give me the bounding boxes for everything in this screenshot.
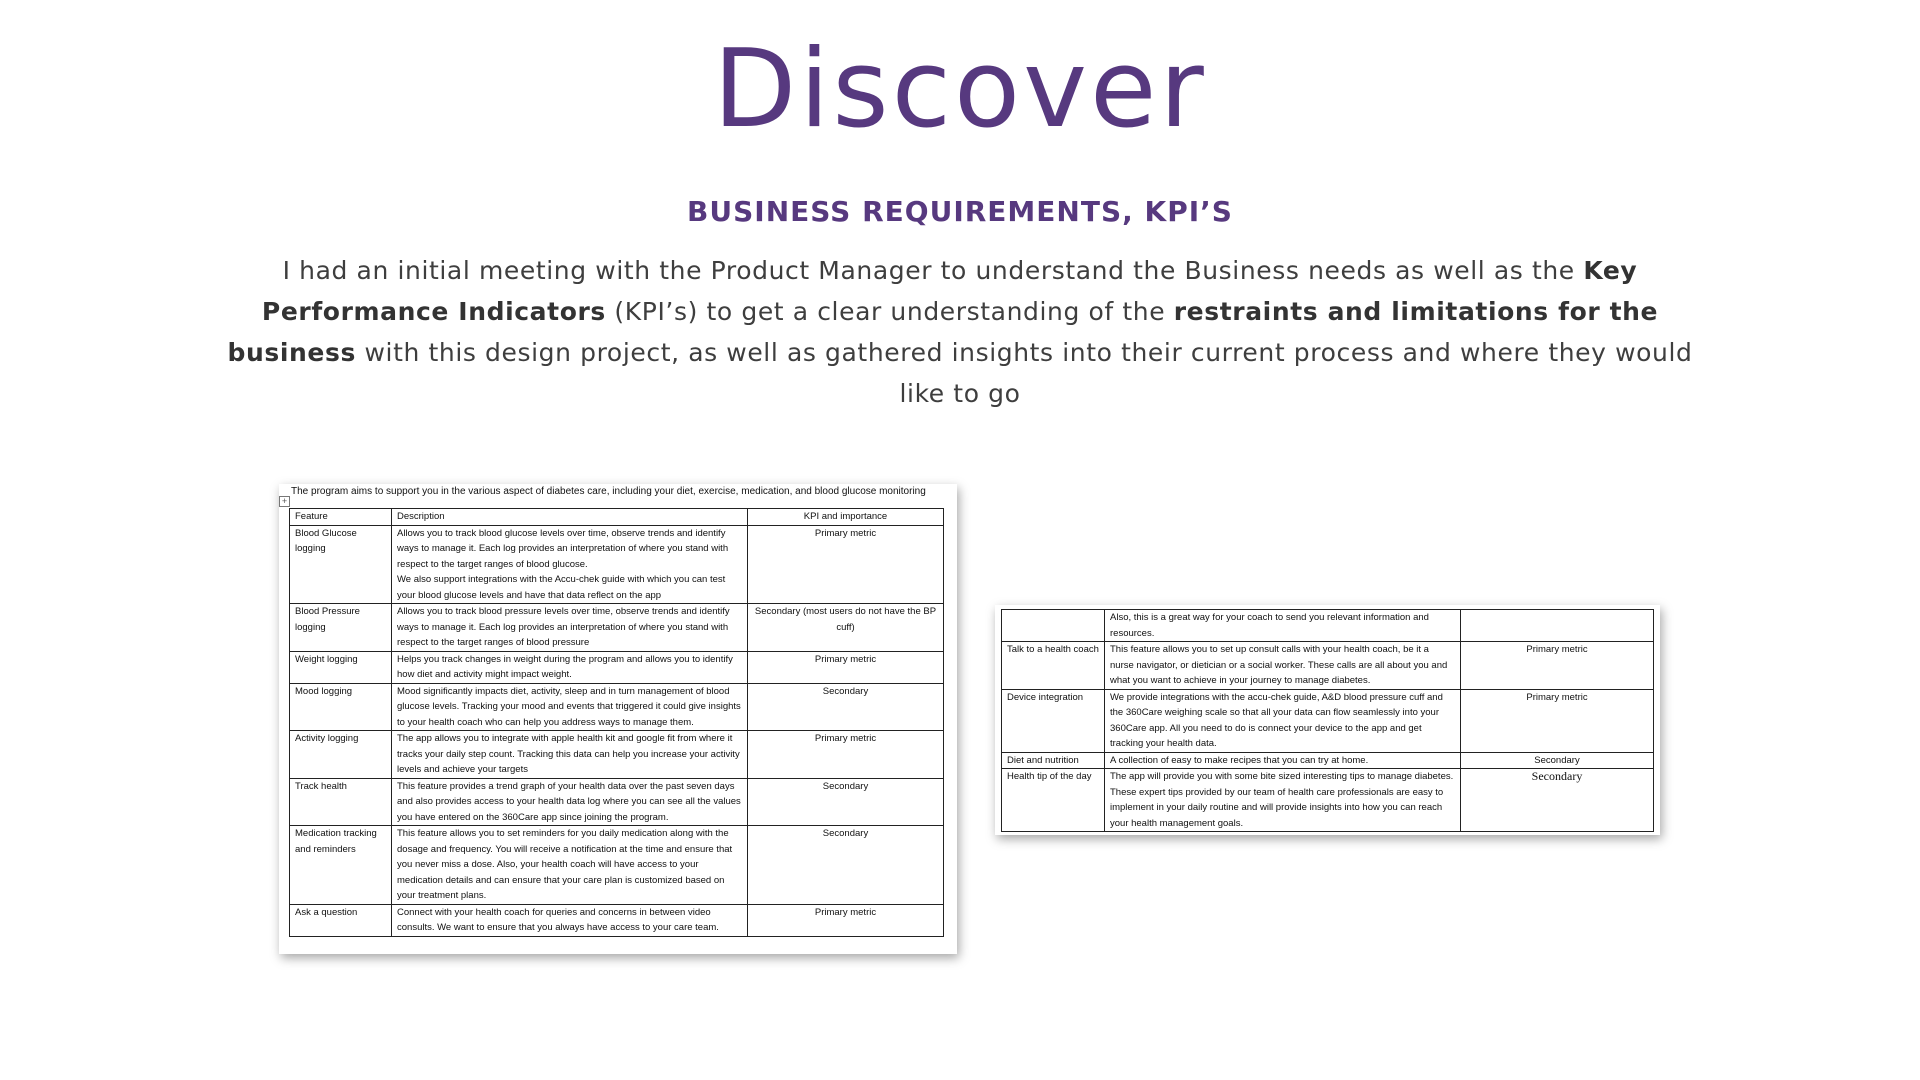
table-row bbox=[290, 525, 944, 604]
description-text-extra: We also support integrations with the Accu-chek guide with which you can test your blood glucose levels and have that data reflect on the app bbox=[397, 574, 726, 601]
kpi-cell: Primary metric bbox=[748, 904, 944, 936]
kpi-cell: Secondary bbox=[748, 778, 944, 826]
page-title: Discover bbox=[713, 27, 1207, 152]
feature-cell: Weight logging bbox=[290, 651, 392, 683]
description-cell bbox=[392, 525, 748, 604]
description-cell: We provide integrations with the accu-chek guide, A&D blood pressure cuff and the 360Care weighing scale so that all your data can flow seamlessly into your 360Care app. All you need to do is connect your device to the app and get tracking your health data. bbox=[1105, 689, 1461, 752]
description-cell: This feature allows you to set up consult calls with your health coach, be it a nurse navigator, or dietician or a social worker. These calls are all about you and what you want to achieve in your journey to manage diabetes. bbox=[1105, 642, 1461, 690]
feature-cell: Device integration bbox=[1002, 689, 1105, 752]
description-cell: Allows you to track blood pressure levels over time, observe trends and identify ways to manage it. Each log provides an interpretation of where you stand with respect to the target ranges of blood pressure bbox=[392, 604, 748, 652]
description-cell: Helps you track changes in weight during the program and allows you to identify how diet and activity might impact weight. bbox=[392, 651, 748, 683]
table-row bbox=[290, 904, 944, 936]
kpi-cell: Secondary bbox=[1461, 769, 1654, 832]
feature-cell: Activity logging bbox=[290, 731, 392, 779]
kpi-table-screenshot-right bbox=[995, 605, 1660, 835]
table-row bbox=[290, 683, 944, 731]
table-row bbox=[290, 826, 944, 905]
kpi-cell: Secondary bbox=[748, 826, 944, 905]
header-feature: Feature bbox=[290, 509, 392, 526]
table-row bbox=[1002, 610, 1654, 642]
table-row bbox=[1002, 642, 1654, 690]
description-cell: This feature allows you to set reminders for you daily medication along with the dosage and frequency. You will receive a notification at the time and ensure that you never miss a dose. Also, your health coach will have access to your medication details and can ensure that your care plan is customized based on your treatment plans. bbox=[392, 826, 748, 905]
kpi-table-screenshot-left bbox=[279, 484, 957, 954]
table-row bbox=[1002, 689, 1654, 752]
intro-text-1: I had an initial meeting with the Product Manager to understand the Business needs as well as the bbox=[282, 256, 1584, 285]
kpi-cell: Primary metric bbox=[748, 651, 944, 683]
kpi-cell: Secondary (most users do not have the BP cuff) bbox=[748, 604, 944, 652]
feature-cell: Blood Glucose logging bbox=[290, 525, 392, 604]
intro-paragraph bbox=[220, 250, 1700, 414]
description-cell: The app will provide you with some bite sized interesting tips to manage diabetes. These expert tips provided by our team of health care professionals are easy to implement in your daily routine and will provide insights into how you can reach your health management goals. bbox=[1105, 769, 1461, 832]
kpi-cell: Primary metric bbox=[1461, 642, 1654, 690]
kpi-table-continued bbox=[1001, 609, 1654, 832]
feature-cell bbox=[1002, 610, 1105, 642]
description-cell: This feature provides a trend graph of your health data over the past seven days and also provides access to your health data log where you can see all the values you have entered on the 360Care app since joining the program. bbox=[392, 778, 748, 826]
intro-bold-restraints: restraints and limitations for the business bbox=[227, 297, 1659, 367]
table-row bbox=[290, 604, 944, 652]
intro-text-3: with this design project, as well as gathered insights into their current process and where they would like to go bbox=[355, 338, 1693, 408]
table-header-row bbox=[290, 509, 944, 526]
feature-cell: Track health bbox=[290, 778, 392, 826]
section-subtitle: BUSINESS REQUIREMENTS, KPI’S bbox=[687, 195, 1233, 228]
table-row bbox=[1002, 769, 1654, 832]
table-row bbox=[290, 778, 944, 826]
table-row bbox=[290, 731, 944, 779]
intro-bold-kpi: Key Performance Indicators bbox=[261, 256, 1638, 326]
kpi-cell: Secondary bbox=[748, 683, 944, 731]
table-row bbox=[290, 651, 944, 683]
table-caption: The program aims to support you in the various aspect of diabetes care, including your diet, exercise, medication, and blood glucose monitoring bbox=[291, 486, 926, 497]
header-kpi: KPI and importance bbox=[748, 509, 944, 526]
kpi-table bbox=[289, 508, 944, 937]
feature-cell: Blood Pressure logging bbox=[290, 604, 392, 652]
description-cell: Mood significantly impacts diet, activity, sleep and in turn management of blood glucose levels. Tracking your mood and events that triggered it could give insights to your health coach who can help you address ways to manage them. bbox=[392, 683, 748, 731]
feature-cell: Mood logging bbox=[290, 683, 392, 731]
feature-cell: Talk to a health coach bbox=[1002, 642, 1105, 690]
header-description: Description bbox=[392, 509, 748, 526]
feature-cell: Health tip of the day bbox=[1002, 769, 1105, 832]
table-row bbox=[1002, 752, 1654, 769]
kpi-cell: Primary metric bbox=[748, 525, 944, 604]
kpi-cell: Primary metric bbox=[748, 731, 944, 779]
description-cell: Also, this is a great way for your coach to send you relevant information and resources. bbox=[1105, 610, 1461, 642]
kpi-cell: Primary metric bbox=[1461, 689, 1654, 752]
feature-cell: Ask a question bbox=[290, 904, 392, 936]
intro-text-2: (KPI’s) to get a clear understanding of the bbox=[605, 297, 1174, 326]
description-cell: A collection of easy to make recipes that you can try at home. bbox=[1105, 752, 1461, 769]
description-cell: The app allows you to integrate with apple health kit and google fit from where it tracks your daily step count. Tracking this data can help you increase your activity levels and achieve your targets bbox=[392, 731, 748, 779]
description-cell: Connect with your health coach for queries and concerns in between video consults. We want to ensure that you always have access to your care team. bbox=[392, 904, 748, 936]
feature-cell: Diet and nutrition bbox=[1002, 752, 1105, 769]
move-anchor-icon: + bbox=[279, 496, 290, 507]
description-text: Allows you to track blood glucose levels over time, observe trends and identify ways to manage it. Each log provides an interpretation of where you stand with respect to the target ranges of blood glucose. bbox=[397, 527, 729, 570]
kpi-cell: Secondary bbox=[1461, 752, 1654, 769]
kpi-cell bbox=[1461, 610, 1654, 642]
feature-cell: Medication tracking and reminders bbox=[290, 826, 392, 905]
